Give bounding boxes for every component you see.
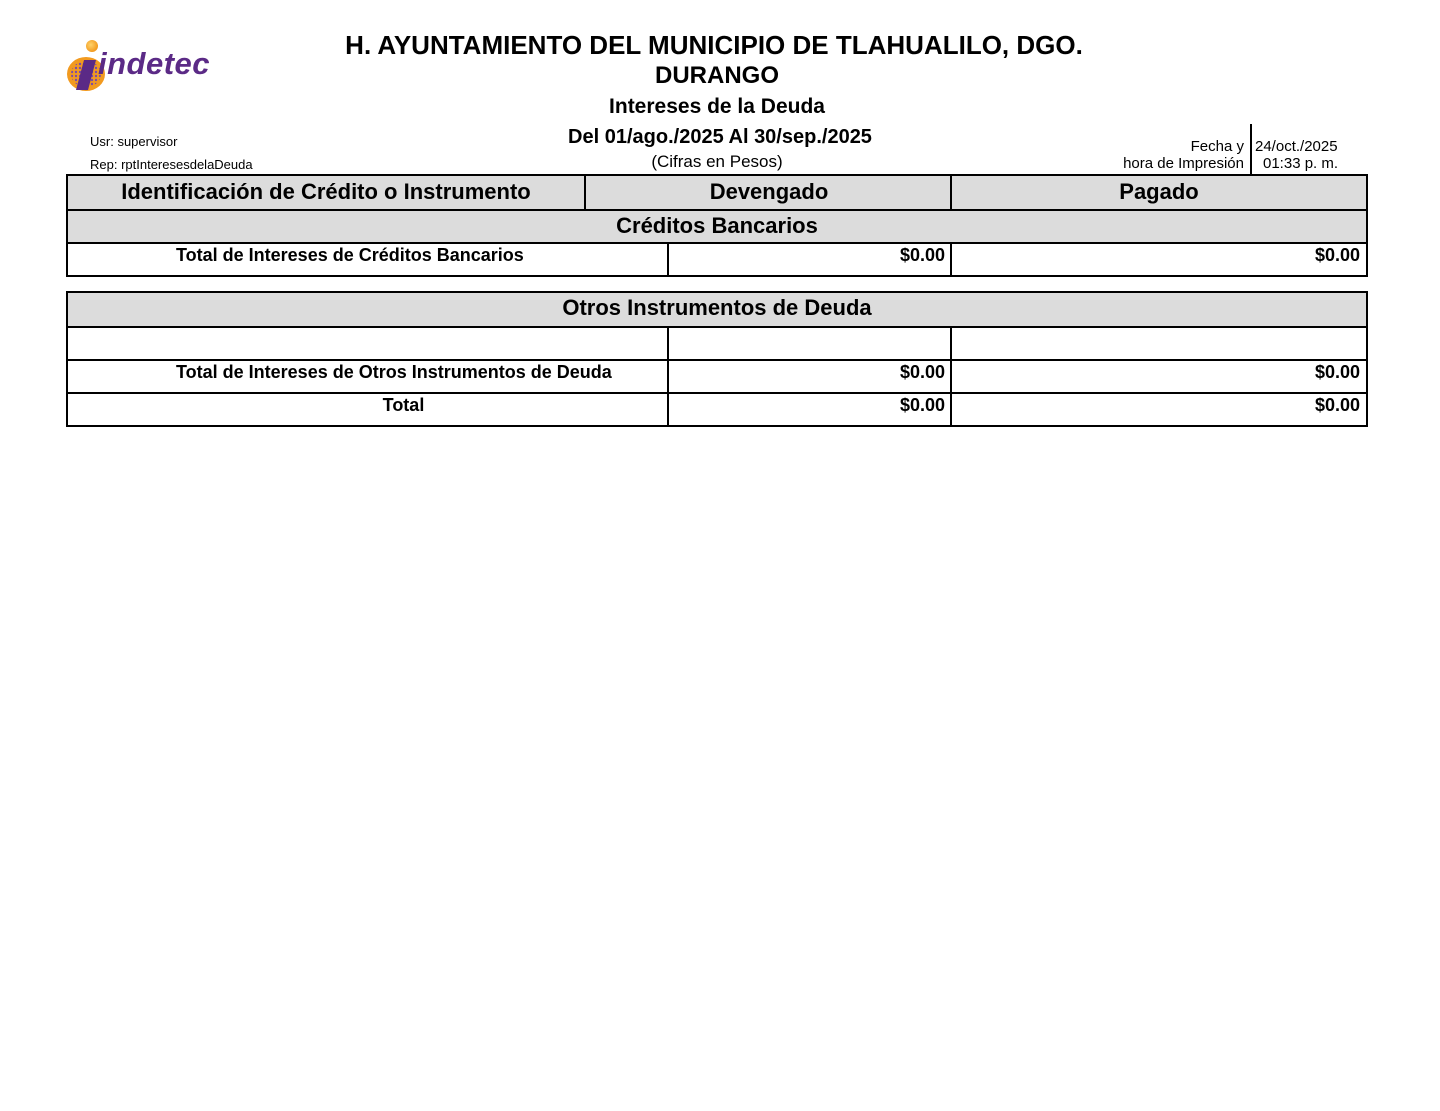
print-datetime-divider — [1250, 124, 1252, 176]
interest-table-other-instruments — [66, 291, 1368, 427]
total-bank-credits-devengado: $0.00 — [899, 245, 945, 265]
grand-total-pagado: $0.00 — [1314, 395, 1360, 415]
total-bank-credits-label: Total de Intereses de Créditos Bancarios — [176, 245, 524, 265]
total-other-instruments-devengado: $0.00 — [899, 362, 945, 382]
total-bank-credits-pagado: $0.00 — [1314, 245, 1360, 265]
grand-total-devengado: $0.00 — [899, 395, 945, 415]
print-datetime-label-line1: Fecha y — [1190, 138, 1244, 155]
table-row — [68, 242, 1366, 275]
section-title-bank-credits: Créditos Bancarios — [616, 213, 818, 238]
total-other-instruments-pagado: $0.00 — [1314, 362, 1360, 382]
column-header-pagado: Pagado — [1119, 179, 1199, 204]
grand-total-row — [68, 392, 1366, 425]
section-title-row — [68, 293, 1366, 326]
logo-wordmark-text: indetec — [98, 46, 211, 81]
column-header-identification: Identificación de Crédito o Instrumento — [121, 179, 531, 204]
institution-title: H. AYUNTAMIENTO DEL MUNICIPIO DE TLAHUALILO, DGO. — [345, 30, 1083, 60]
print-datetime-label-line2: hora de Impresión — [1123, 155, 1244, 172]
report-id-label: Rep: rptInteresesdelaDeuda — [90, 157, 253, 172]
empty-row-devengado — [669, 328, 951, 359]
table-row — [68, 359, 1366, 392]
empty-row-pagado — [952, 328, 1366, 359]
report-period: Del 01/ago./2025 Al 30/sep./2025 — [568, 126, 872, 148]
print-time: 01:33 p. m. — [1263, 155, 1339, 172]
section-title-row — [68, 209, 1366, 242]
grand-total-label: Total — [382, 395, 425, 415]
print-date: 24/oct./2025 — [1255, 138, 1338, 155]
interest-table-bank-credits — [66, 174, 1368, 277]
table-row — [68, 326, 1366, 359]
section-title-other-instruments: Otros Instrumentos de Deuda — [562, 295, 872, 320]
total-other-instruments-label: Total de Intereses de Otros Instrumentos de Deuda — [176, 362, 612, 382]
currency-note: (Cifras en Pesos) — [651, 152, 783, 171]
empty-row-label — [176, 328, 666, 359]
column-header-devengado: Devengado — [709, 179, 829, 204]
user-label: Usr: supervisor — [90, 134, 178, 149]
table-header-row — [68, 176, 1366, 209]
state-subtitle: DURANGO — [655, 62, 779, 89]
report-name: Intereses de la Deuda — [609, 95, 825, 118]
